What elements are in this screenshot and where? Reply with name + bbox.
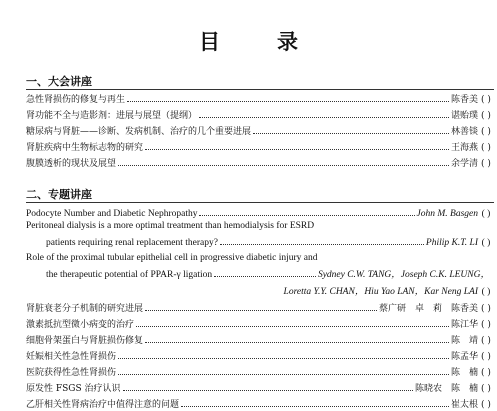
section-heading-topical: 二、专题讲座: [26, 188, 92, 201]
entry-author: Loretta Y.Y. CHAN，Hiu Yao LAN，Kar Neng LAI: [283, 287, 478, 297]
entry-author: Philip K.T. LI: [425, 238, 478, 248]
toc-entry[interactable]: [46, 265, 494, 280]
toc-entry[interactable]: [26, 363, 494, 378]
entry-page: ( ): [481, 368, 491, 378]
toc-entry[interactable]: [26, 331, 494, 346]
dot-leader: [118, 165, 449, 166]
dot-leader: [181, 406, 449, 407]
entry-title-continuation: the therapeutic potential of PPAR-γ ligation: [46, 270, 213, 280]
entry-page: ( ): [481, 238, 491, 248]
entry-author: 陈孟华: [450, 352, 478, 362]
entry-title: 原发性 FSGS 治疗认识: [26, 384, 121, 394]
entry-author: 王海燕: [450, 143, 478, 153]
entry-author: 陈晓农 陈 楠: [414, 384, 478, 394]
entry-title: 急性肾损伤的修复与再生: [26, 95, 126, 105]
toc-entry[interactable]: [46, 233, 494, 248]
toc-entry-authors: [26, 282, 494, 297]
toc-entry[interactable]: [26, 315, 494, 330]
entry-page: ( ): [481, 287, 491, 297]
toc-entry[interactable]: [26, 395, 494, 410]
entry-title: 激素抵抗型微小病变的治疗: [26, 320, 135, 330]
entry-title-continuation: patients requiring renal replacement therapy?: [46, 238, 218, 248]
entry-page: ( ): [481, 111, 491, 121]
section-divider: [26, 202, 494, 203]
entry-author: John M. Basgen: [416, 209, 478, 219]
entry-title: 医院获得性急性肾损伤: [26, 368, 117, 378]
dot-leader: [199, 215, 414, 216]
entry-author: 崔太根: [450, 400, 478, 410]
entry-page: ( ): [481, 352, 491, 362]
toc-entry[interactable]: [26, 106, 494, 121]
dot-leader: [145, 342, 449, 343]
toc-entry[interactable]: [26, 379, 494, 394]
page-title: 目 录: [199, 30, 316, 54]
toc-entry[interactable]: [26, 138, 494, 153]
entry-title[interactable]: Role of the proximal tubular epithelial cell in progressive diabetic injury and: [26, 253, 318, 263]
entry-title[interactable]: Peritoneal dialysis is a more optimal treatment than hemodialysis for ESRD: [26, 221, 315, 231]
toc-entry[interactable]: [26, 90, 494, 105]
entry-page: ( ): [481, 384, 491, 394]
dot-leader: [199, 117, 449, 118]
entry-title: 乙肝相关性肾病治疗中值得注意的问题: [26, 400, 180, 410]
toc-entry[interactable]: [26, 154, 494, 169]
entry-author: 余学清: [450, 159, 478, 169]
dot-leader: [123, 390, 413, 391]
entry-page: ( ): [481, 127, 491, 137]
entry-author: Sydney C.W. TANG，Joseph C.K. LEUNG，: [317, 270, 490, 280]
entry-title: 肾脏衰老分子机制的研究进展: [26, 304, 144, 314]
entry-page: ( ): [481, 159, 491, 169]
entry-page: ( ): [481, 336, 491, 346]
entry-author: 谌贻璞: [450, 111, 478, 121]
toc-entry[interactable]: [26, 299, 494, 314]
entry-page: ( ): [481, 304, 491, 314]
entry-title: 糖尿病与肾脏——诊断、发病机制、治疗的几个重要进展: [26, 127, 252, 137]
entry-author: 陈江华: [450, 320, 478, 330]
entry-page: ( ): [481, 400, 491, 410]
dot-leader: [220, 244, 424, 245]
toc-entry[interactable]: [26, 204, 494, 219]
entry-title: 肾脏疾病中生物标志物的研究: [26, 143, 144, 153]
entry-author: 陈香美: [450, 95, 478, 105]
dot-leader: [145, 149, 449, 150]
section-heading-plenary: 一、大会讲座: [26, 75, 92, 88]
dot-leader: [145, 310, 377, 311]
entry-title: Podocyte Number and Diabetic Nephropathy: [26, 209, 198, 219]
dot-leader: [127, 101, 449, 102]
entry-title: 细胞骨架蛋白与肾脏损伤修复: [26, 336, 144, 346]
entry-page: ( ): [481, 95, 491, 105]
entry-page: ( ): [481, 209, 491, 219]
entry-author: 林善锬: [450, 127, 478, 137]
dot-leader: [214, 276, 316, 277]
entry-author: 陈 靖: [450, 336, 478, 346]
dot-leader: [136, 326, 449, 327]
dot-leader: [118, 358, 449, 359]
toc-entry[interactable]: [26, 347, 494, 362]
entry-author: 陈 楠: [450, 368, 478, 378]
entry-page: ( ): [481, 320, 491, 330]
entry-title: 腹膜透析的现状及展望: [26, 159, 117, 169]
entry-title: 妊娠相关性急性肾损伤: [26, 352, 117, 362]
entry-page: ( ): [481, 143, 491, 153]
toc-entry[interactable]: [26, 122, 494, 137]
dot-leader: [253, 133, 449, 134]
entry-author: 蔡广研 卓 莉 陈香美: [378, 304, 478, 314]
dot-leader: [118, 374, 449, 375]
entry-title: 肾功能不全与造影剂：进展与展望（提纲）: [26, 111, 198, 121]
